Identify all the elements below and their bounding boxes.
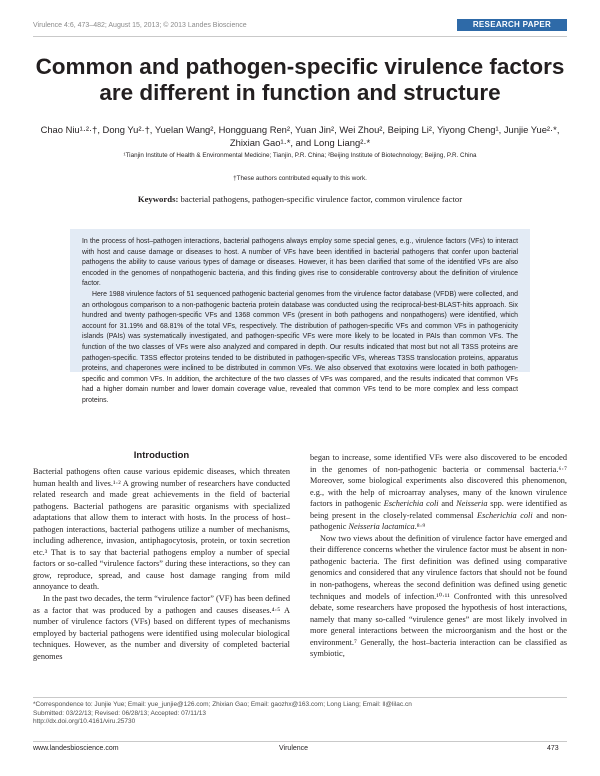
article-title xyxy=(33,54,567,106)
doi-link[interactable]: http://dx.doi.org/10.4161/viru.25730 xyxy=(33,718,136,726)
equal-contribution-note: †These authors contributed equally to this work. xyxy=(233,175,367,182)
abstract-box xyxy=(70,229,530,404)
body-column-right xyxy=(310,452,567,660)
intro-paragraph-3: began to increase, some identified VFs were also discovered to be encoded in the genomes of non-pathogenic bacteria or commensal bacteria.⁶·⁷ Moreover, some biological experiments also discovered this phenomenon, e.g., with the help of microarray analyses, many of the known virulence factors in pathogenic Escherichia coli and Neisseria spp. were identified as being present in the closely-related commensal Escherichia coli and non-pathogenic Neisseria lactamica.⁸·⁹ xyxy=(310,453,568,532)
article-type-banner: RESEARCH PAPER xyxy=(457,19,567,31)
intro-paragraph-4: Now two views about the definition of virulence factor have emerged and their difference concerns whether the virulence factor must be absent in non-pathogenic bacteria. The first definition was defined using comparative genomics and considered that any virulence factors that should not be found in non-pathogens, whereas the second definition was defined using genetic techniques and models of infection.¹⁰·¹¹ Confronted with this unresolved debate, some researchers have proposed the hypothesis of host interactions, namely that many so-called “virulence genes” are most likely involved in more general interactions between the microorganism and the host or the environment.⁷ Generally, the host–bacteria interaction can be classified as symbiotic, xyxy=(310,533,567,659)
intro-paragraph-2: In the past two decades, the term “virulence factor” (VF) has been defined as a factor that was produced by a pathogen and causes diseases.⁴·⁵ A number of virulence factors (VFs) based on different types of mechanisms employed by bacterial pathogens were identified using molecular biological techniques. However, as the number and diversity of completed bacterial genomes xyxy=(33,594,290,661)
footer-journal: Virulence xyxy=(279,745,309,752)
keywords-text: bacterial pathogens, pathogen-specific virulence factor, common virulence factor xyxy=(180,194,463,204)
section-heading-introduction: Introduction xyxy=(133,450,190,461)
abstract-paragraph-1: In the process of host–pathogen interactions, bacterial pathogens always employ some special genes, e.g., virulence factors (VFs) to interact with host and cause damage or diseases to host. A number of VFs have been identified in bacterial pathogens that confer upon bacterial pathogens the ability to cause various types of damage or diseases. However, it has been clarified that some of the identified VFs are also encoded in the genomes of nonpathogenic bacteria, and this finding gives rise to considerable controversy about the definition of virulence factor. xyxy=(82,238,518,288)
body-column-left xyxy=(33,466,290,662)
submission-dates: Submitted: 03/22/13; Revised: 06/28/13; Accepted: 07/11/13 xyxy=(33,709,206,717)
keywords-label: Keywords: xyxy=(137,194,179,204)
correspondence-note: *Correspondence to: Junjie Yue; Email: yue_junjie@126.com; Zhixian Gao; Email: gaozhx@163.com; Long Liang; Email: ll@lilac.cn xyxy=(33,701,412,708)
affiliations: ¹Tianjin Institute of Health & Environmental Medicine; Tianjin, P.R. China; ²Beijing Institute of Biotechnology; Beijing, P.R. China xyxy=(123,152,477,159)
authors-line-2: Zhixian Gao¹·*, and Long Liang²·* xyxy=(229,137,371,148)
author-list xyxy=(40,123,560,149)
journal-citation: Virulence 4:6, 473–482; August 15, 2013; © 2013 Landes Bioscience xyxy=(33,22,247,29)
footnote-divider xyxy=(33,697,567,698)
footer-page-number: 473 xyxy=(547,745,559,752)
title-line-1: Common and pathogen-specific virulence factors xyxy=(35,54,565,79)
footer-website[interactable]: www.landesbioscience.com xyxy=(33,745,119,752)
abstract-paragraph-2: Here 1988 virulence factors of 51 sequenced pathogenic bacterial genomes from the virulence factor database (VFDB) were collected, and an orthologous comparison to a non-pathogenic bacteria protein database was conducted using the reciprocal-best-BLAST-hits approach. Six hundred and twenty pathogen-specific VFs and 1368 common VFs (present in both pathogens and nonpathogens) were identified, which account for 31.19% and 68.81% of the total VFs, respectively. The distribution of pathogen-specific VFs and common VFs in pathogenicity islands (PAIs) was systematically investigated, and pathogen-specific VFs were more likely to be located in PAIs than common VFs. The function of the two classes of VFs were also analyzed and compared in depth. Our results indicated that most but not all T3SS proteins are pathogen-specific. T3SS effector proteins tended to be distributed in pathogen-specific VFs, whereas T3SS translocation proteins, apparatus proteins, and chaperones were inclined to be distributed in common VFs. We also observed that exotoxins were located in both pathogen-specific and common VFs. In addition, the architecture of the two classes of VFs was compared, and the results indicated that common VFs had a higher domain number and lower domain coverage value, revealed that common VFs tend to be more complex and less compact proteins. xyxy=(82,290,518,404)
footnotes xyxy=(33,701,567,727)
intro-paragraph-1: Bacterial pathogens often cause various epidemic diseases, which threaten human health and lives.¹·² A growing number of researchers have conducted related research and made great achievements in the field of bacterial pathogens. Bacterial pathogens are parasitic organisms with specialized adaptations that allow them to interact with hosts. In the process of host–pathogen interactions, bacterial pathogens utilize a number of mechanisms, including adherence, invasion, antiphagocytosis, protein, or toxin secretion etc.³ That is to say that bacterial pathogens employ a number of special factors or so-called “virulence factors” during these interactions, so they can grow, reproduce, spread, and cause host damage ranging from mild annoyance to death. xyxy=(33,467,290,592)
title-line-2: are different in function and structure xyxy=(99,80,501,105)
keywords xyxy=(40,194,560,204)
footer-divider xyxy=(33,741,567,742)
authors-line-1: Chao Niu¹·²·†, Dong Yu²·†, Yuelan Wang², Hongguang Ren², Yuan Jin², Wei Zhou², Beiping Li², Yiyong Cheng¹, Junjie Yue²·*, xyxy=(40,124,560,135)
header-divider xyxy=(33,36,567,37)
